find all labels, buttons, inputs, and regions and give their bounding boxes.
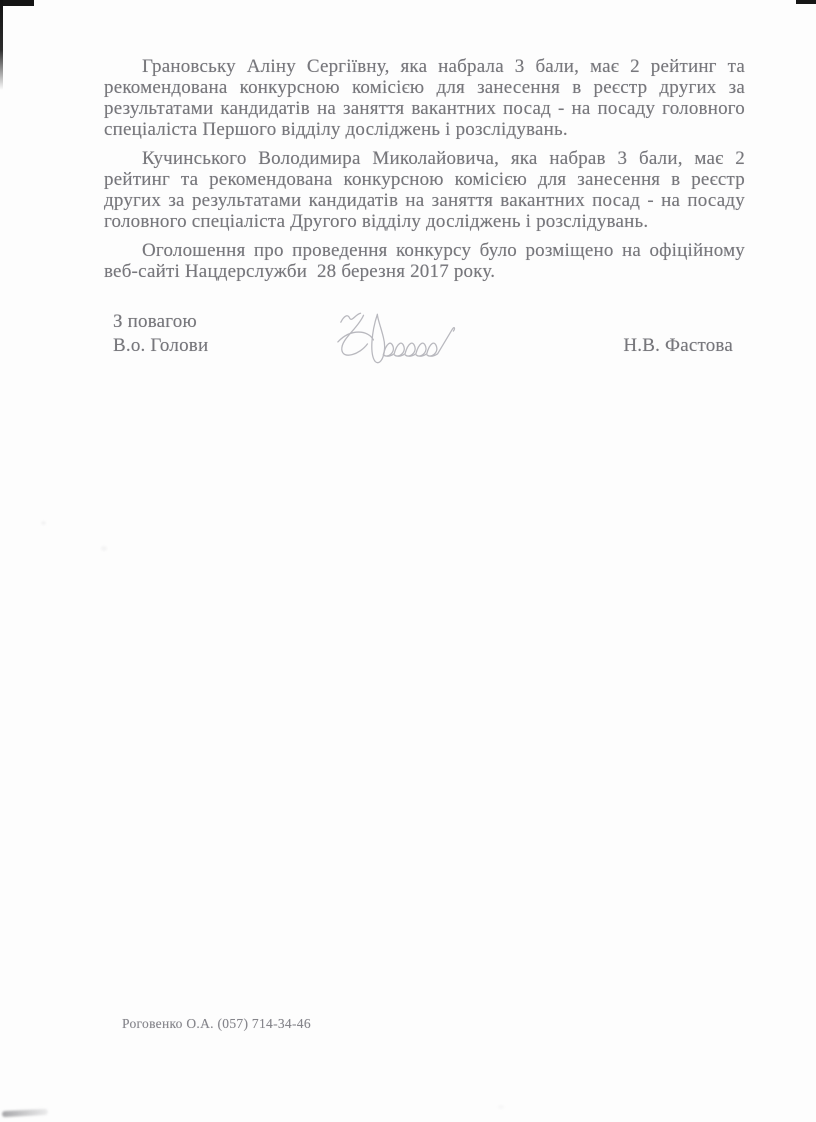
paragraph-announcement <box>104 240 745 282</box>
paragraph-line: Оголошення про проведення конкурсу було розміщено на офіційному <box>142 240 745 261</box>
paragraph-line: результатами кандидатів на заняття вакантних посад - на посаду головного <box>104 98 745 119</box>
paragraph-line: Кучинського Володимира Миколайовича, яка набрав 3 бали, має 2 <box>142 148 745 169</box>
scan-artifact-top-left <box>0 0 34 6</box>
scan-speck <box>101 546 107 551</box>
paragraph-line: рекомендована конкурсною комісією для занесення в реєстр других за <box>104 77 745 98</box>
closing-salutation: З повагою <box>113 311 197 332</box>
paragraph-kuchynskyi <box>104 148 745 232</box>
signature-icon <box>327 305 485 369</box>
paragraph-granovska <box>104 56 745 140</box>
scan-speck <box>498 1105 504 1109</box>
signer-name: Н.В. Фастова <box>623 335 733 356</box>
scan-artifact-left-edge <box>0 0 3 90</box>
paragraph-line: веб-сайті Нацдерслужби 28 березня 2017 року. <box>104 261 496 282</box>
footer-contact: Роговенко О.А. (057) 714-34-46 <box>122 1016 311 1031</box>
paragraph-line: спеціаліста Першого відділу досліджень і розслідувань. <box>104 119 568 140</box>
paragraph-line: других за результатами кандидатів на заняття вакантних посад - на посаду <box>104 190 745 211</box>
paragraph-line: Грановську Аліну Сергіївну, яка набрала 3 бали, має 2 рейтинг та <box>142 56 745 77</box>
scan-speck <box>41 521 46 525</box>
scan-artifact-bottom-smudge <box>2 1109 48 1117</box>
scan-artifact-top-right <box>796 0 816 4</box>
paragraph-line: рейтинг та рекомендована конкурсною комісією для занесення в реєстр <box>104 169 745 190</box>
paragraph-line: головного спеціаліста Другого відділу досліджень і розслідувань. <box>104 211 649 232</box>
signer-title: В.о. Голови <box>113 335 209 356</box>
